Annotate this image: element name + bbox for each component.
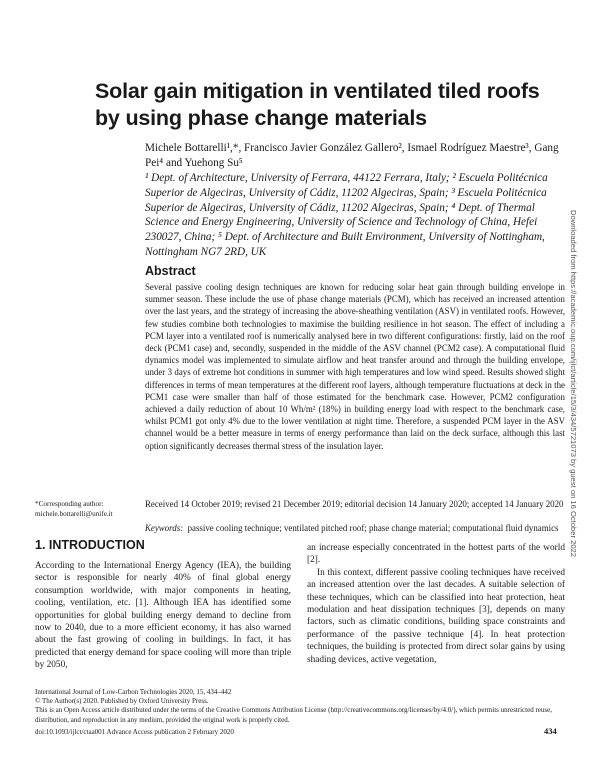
- abstract-heading: Abstract: [145, 264, 196, 278]
- footer: [35, 688, 565, 725]
- abstract-text: Several passive cooling design techniques are known for reducing solar heat gain through building envelope in summer season. These include the use of phase change materials (PCM), which has received an increased attention over the last years, and the strategy of increasing the above-sheathing ventilation (ASV) in ventilated roofs. However, few studies combine both technologies to maximise the building resilience in hot season. The effect of including a PCM layer into a ventilated roof is numerically analysed here in two different configurations: firstly, laid on the roof deck (PCM1 case) and, secondly, suspended in the middle of the ASV channel (PCM2 case). A computational fluid dynamics model was implemented to simulate airflow and heat transfer around and through the building envelope, under 3 days of extreme hot conditions in summer with high temperatures and low wind speed. Results showed slight differences in terms of mean temperatures at the different roof layers, although temperature fluctuations at deck in the PCM1 case were smaller than half of those estimated for the benchmark case. However, PCM2 configuration achieved a daily reduction of about 10 Wh/m² (18%) in building energy load with respect to the benchmark case, whilst PCM1 got only 4% due to the lower ventilation at night time. Therefore, a suspended PCM layer in the ASV channel would be a better measure in terms of energy performance than laid on the deck surface, although this last option significantly decreases thermal stress of the insulation layer.: [145, 282, 565, 451]
- section-heading: 1. INTRODUCTION: [35, 538, 145, 552]
- paragraph: an increase especially concentrated in the hottest parts of the world [2].: [307, 543, 565, 566]
- author-list: Michele Bottarelli¹,*, Francisco Javier González Gallero², Ismael Rodríguez Maestre³, Gang Pei⁴ and Yuehong Su⁵: [145, 142, 559, 169]
- keywords: [145, 522, 565, 534]
- body-column-left: According to the International Energy Agency (IEA), the building sector is responsible for nearly 40% of final global energy consumption worldwide, with major components in heating, cooling, ventilation, etc. [1]. Although IEA has identified some opportunities for global building energy demand to decline from now to 2040, due to a more efficient economy, it has also warned about the fast growing of cooling in buildings. In fact, it has predicted that energy demand for space cooling will more than triple by 2050,: [35, 561, 291, 671]
- body-column-right: [307, 542, 565, 666]
- copyright-line: © The Author(s) 2020. Published by Oxford University Press.: [35, 697, 209, 706]
- keywords-text: passive cooling technique; ventilated pitched roof; phase change material; computational fluid dynamics: [187, 523, 559, 533]
- doi-line: doi:10.1093/ijlct/ctaa001 Advance Access publication 2 February 2020: [35, 728, 234, 736]
- paragraph: In this context, different passive cooling techniques have received an increased attention over the last decades. A suitable selection of these techniques, which can be classified into heat protection, heat modulation and heat dissipation techniques [3], depends on many factors, such as climatic conditions, building space constraints and performance of the passive technique [4]. In heat protection techniques, the building is protected from direct solar gains by using shading devices, active vegetation,: [307, 567, 565, 665]
- journal-citation: International Journal of Low-Carbon Technologies 2020, 15, 434–442: [35, 688, 232, 696]
- received-dates: Received 14 October 2019; revised 21 December 2019; editorial decision 14 January 2020; accepted 14 January 2020: [145, 499, 564, 509]
- keywords-label: Keywords:: [145, 523, 184, 533]
- page-number: 434: [544, 726, 557, 736]
- affiliations: ¹ Dept. of Architecture, University of Ferrara, 44122 Ferrara, Italy; ² Escuela Politécnica Superior de Algeciras, University of Cádiz, 11202 Algeciras, Spain; ³ Escuela Politécnica Superior de Algeciras, University of Cádiz, 11202 Algeciras, Spain; ⁴ Dept. of Thermal Science and Energy Engineering, University of Science and Technology of China, Hefei 230027, China; ⁵ Dept. of Architecture and Built Environment, University of Nottingham, Nottingham NG7 2RD, UK: [145, 172, 548, 258]
- paper-title: Solar gain mitigation in ventilated tiled roofs by using phase change materials: [95, 79, 540, 130]
- corresponding-author-note: *Corresponding author: michele.bottarelli@unife.it: [35, 500, 113, 518]
- license-text: This is an Open Access article distributed under the terms of the Creative Commons Attribution License (http://creativecommons.org/licenses/by/4.0/), which permits unrestricted reuse, distribution, and reproduction in any medium, provided the original work is properly cited.: [35, 706, 552, 724]
- download-watermark: Downloaded from https://academic.oup.com/ijlct/article/15/3/434/5721073 by guest on 16 October 2022: [569, 210, 578, 557]
